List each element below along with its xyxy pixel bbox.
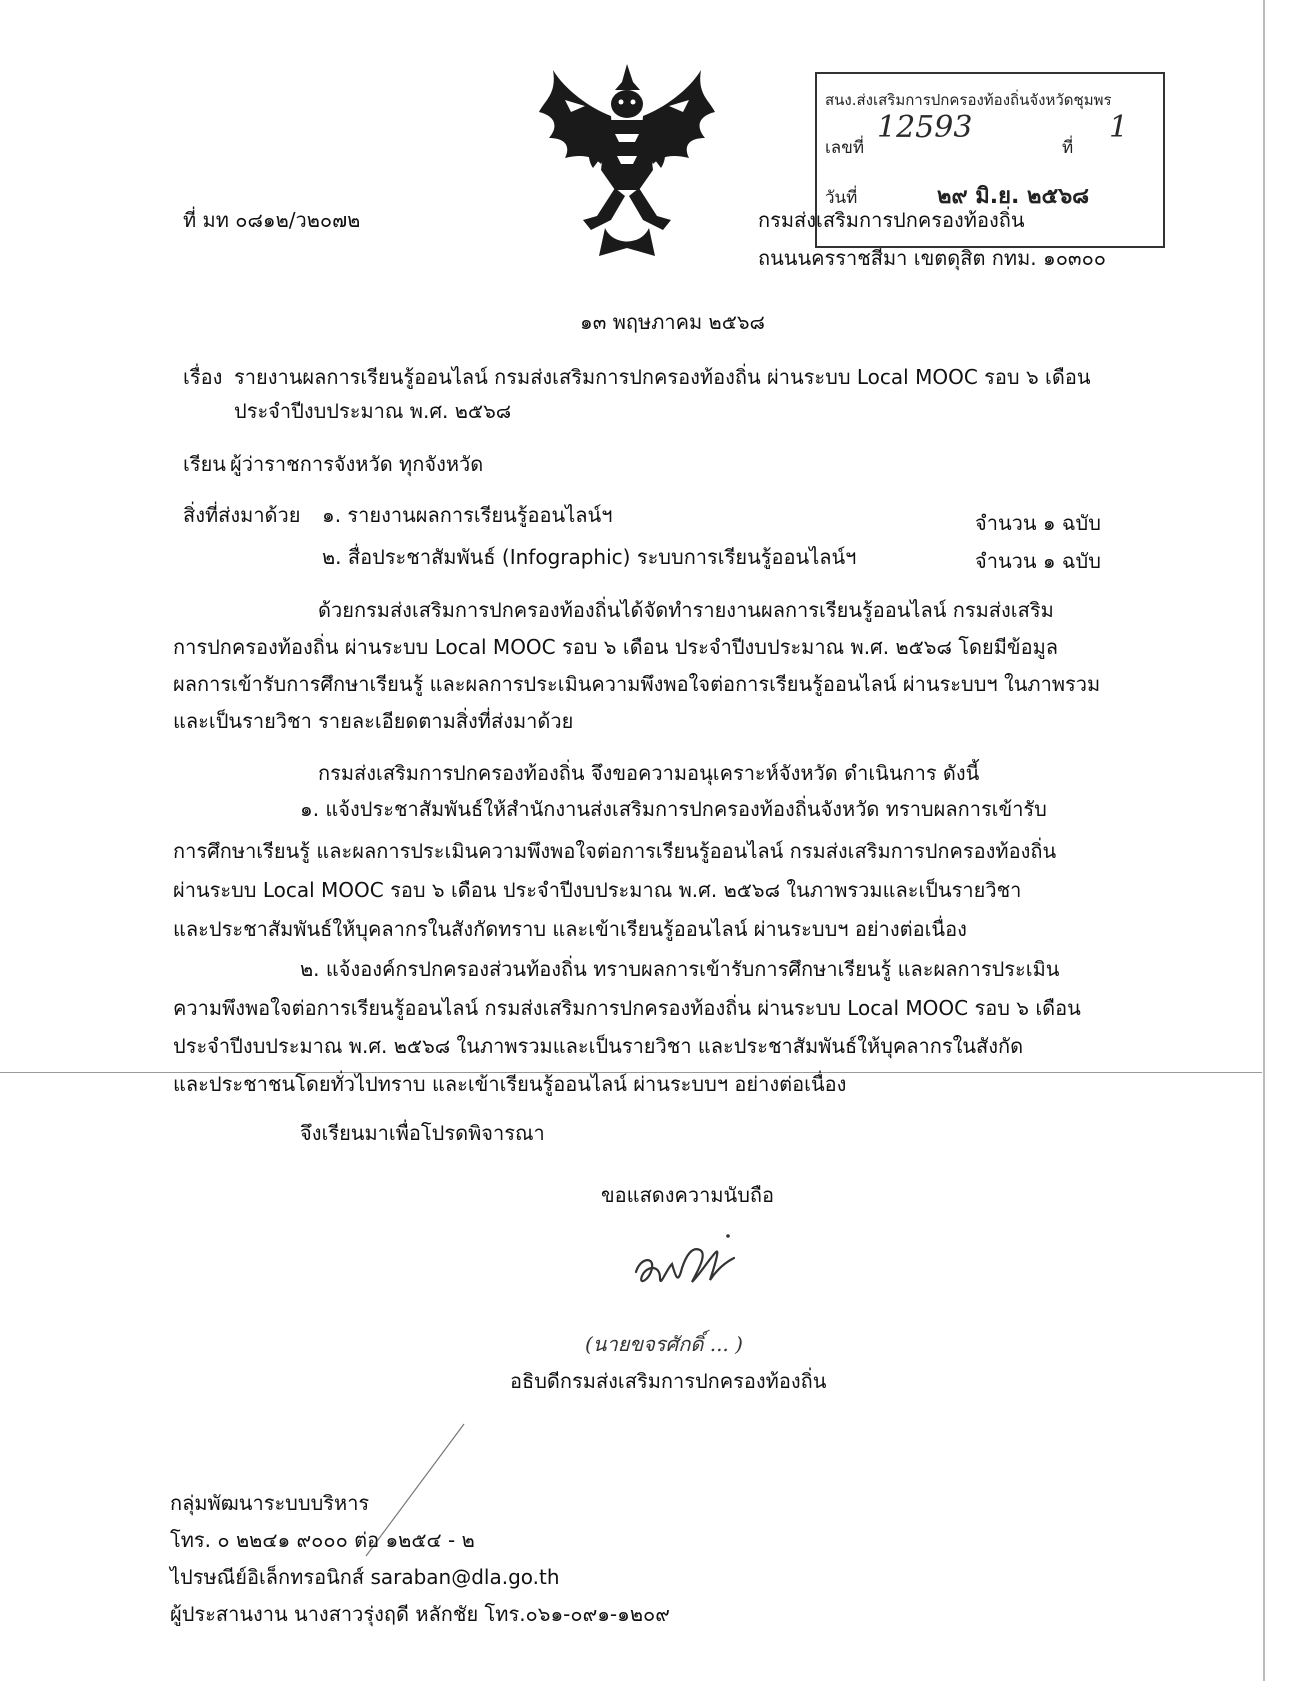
item-1-line-2: การศึกษาเรียนรู้ และผลการประเมินความพึงพอใจต่อการเรียนรู้ออนไลน์ กรมส่งเสริมการปกครองท้องถิ่น bbox=[173, 839, 1057, 863]
recipient-value: ผู้ว่าราชการจังหวัด ทุกจังหวัด bbox=[230, 452, 484, 476]
enclosure-qty-2: จำนวน ๑ ฉบับ bbox=[975, 549, 1101, 573]
paragraph-1-line-2: การปกครองท้องถิ่น ผ่านระบบ Local MOOC รอบ ๖ เดือน ประจำปีงบประมาณ พ.ศ. ๒๕๖๘ โดยมีข้อมูล bbox=[173, 635, 1059, 659]
garuda-emblem bbox=[535, 60, 720, 260]
stamp-number-value: 12593 bbox=[877, 110, 973, 145]
item-1-line-4: และประชาสัมพันธ์ให้บุคลากรในสังกัดทราบ และเข้าเรียนรู้ออนไลน์ ผ่านระบบฯ อย่างต่อเนื่อง bbox=[173, 917, 967, 941]
footer-phone: โทร. ๐ ๒๒๔๑ ๙๐๐๐ ต่อ ๑๒๕๔ - ๒ bbox=[170, 1528, 475, 1552]
enclosure-item-1: ๑. รายงานผลการเรียนรู้ออนไลน์ฯ bbox=[322, 503, 613, 527]
stamp-date-label: วันที่ bbox=[825, 188, 858, 208]
footer-coordinator: ผู้ประสานงาน นางสาวรุ่งฤดี หลักชัย โทร.๐๖๑-๐๙๑-๑๒๐๙ bbox=[170, 1602, 670, 1626]
paragraph-1-line-3: ผลการเข้ารับการศึกษาเรียนรู้ และผลการประเมินความพึงพอใจต่อการเรียนรู้ออนไลน์ ผ่านระบบฯ ในภาพรวม bbox=[173, 672, 1101, 696]
stamp-organization: สนง.ส่งเสริมการปกครองท้องถิ่นจังหวัดชุมพร bbox=[825, 91, 1112, 109]
item-2-line-2: ความพึงพอใจต่อการเรียนรู้ออนไลน์ กรมส่งเสริมการปกครองท้องถิ่น ผ่านระบบ Local MOOC รอบ ๖ เดือน bbox=[173, 996, 1081, 1020]
regards-line: ขอแสดงความนับถือ bbox=[601, 1183, 775, 1207]
item-2-line-3: ประจำปีงบประมาณ พ.ศ. ๒๕๖๘ ในภาพรวมและเป็นรายวิชา และประชาสัมพันธ์ให้บุคลากรในสังกัด bbox=[173, 1034, 1024, 1058]
paragraph-1-line-4: และเป็นรายวิชา รายละเอียดตามสิ่งที่ส่งมาด้วย bbox=[173, 709, 574, 733]
item-2-line-1: ๒. แจ้งองค์กรปกครองส่วนท้องถิ่น ทราบผลการเข้ารับการศึกษาเรียนรู้ และผลการประเมิน bbox=[300, 957, 1060, 981]
footer-email: ไปรษณีย์อิเล็กทรอนิกส์ saraban@dla.go.th bbox=[170, 1565, 560, 1589]
item-1-line-3: ผ่านระบบ Local MOOC รอบ ๖ เดือน ประจำปีงบประมาณ พ.ศ. ๒๕๖๘ ในภาพรวมและเป็นรายวิชา bbox=[173, 878, 1022, 902]
recipient-label: เรียน bbox=[183, 452, 226, 476]
item-1-line-1: ๑. แจ้งประชาสัมพันธ์ให้สำนักงานส่งเสริมการปกครองท้องถิ่นจังหวัด ทราบผลการเข้ารับ bbox=[300, 797, 1047, 821]
scan-edge-line bbox=[1263, 0, 1265, 1681]
subject-label: เรื่อง bbox=[183, 365, 223, 389]
stamp-page-label: ที่ bbox=[1062, 138, 1074, 158]
subject-line-1: รายงานผลการเรียนรู้ออนไลน์ กรมส่งเสริมการปกครองท้องถิ่น ผ่านระบบ Local MOOC รอบ ๖ เดือน bbox=[234, 365, 1091, 389]
stamp-date-value: ๒๙ มิ.ย. ๒๕๖๘ bbox=[937, 184, 1090, 209]
stamp-page-value: 1 bbox=[1109, 110, 1129, 145]
footer-unit: กลุ่มพัฒนาระบบบริหาร bbox=[170, 1491, 370, 1515]
enclosures-label: สิ่งที่ส่งมาด้วย bbox=[183, 503, 301, 527]
letter-date: ๑๓ พฤษภาคม ๒๕๖๘ bbox=[580, 310, 765, 334]
reference-number: ที่ มท ๐๘๑๒/ว๒๐๗๒ bbox=[183, 208, 361, 232]
signatory-name: (นายขจรศักดิ์ ... ) bbox=[585, 1332, 743, 1356]
closing-line: จึงเรียนมาเพื่อโปรดพิจารณา bbox=[300, 1121, 545, 1145]
item-2-line-4: และประชาชนโดยทั่วไปทราบ และเข้าเรียนรู้ออนไลน์ ผ่านระบบฯ อย่างต่อเนื่อง bbox=[173, 1072, 847, 1096]
agency-name: กรมส่งเสริมการปกครองท้องถิ่น bbox=[758, 208, 1025, 232]
enclosure-qty-1: จำนวน ๑ ฉบับ bbox=[975, 511, 1101, 535]
enclosure-item-2: ๒. สื่อประชาสัมพันธ์ (Infographic) ระบบการเรียนรู้ออนไลน์ฯ bbox=[322, 545, 857, 569]
handwritten-signature bbox=[630, 1228, 740, 1300]
agency-address: ถนนนครราชสีมา เขตดุสิต กทม. ๑๐๓๐๐ bbox=[758, 246, 1106, 270]
subject-line-2: ประจำปีงบประมาณ พ.ศ. ๒๕๖๘ bbox=[234, 399, 512, 423]
paragraph-2: กรมส่งเสริมการปกครองท้องถิ่น จึงขอความอนุเคราะห์จังหวัด ดำเนินการ ดังนี้ bbox=[318, 761, 980, 785]
stamp-number-label: เลขที่ bbox=[825, 138, 865, 158]
paragraph-1-line-1: ด้วยกรมส่งเสริมการปกครองท้องถิ่นได้จัดทำรายงานผลการเรียนรู้ออนไลน์ กรมส่งเสริม bbox=[318, 598, 1054, 622]
signatory-title: อธิบดีกรมส่งเสริมการปกครองท้องถิ่น bbox=[510, 1369, 827, 1393]
